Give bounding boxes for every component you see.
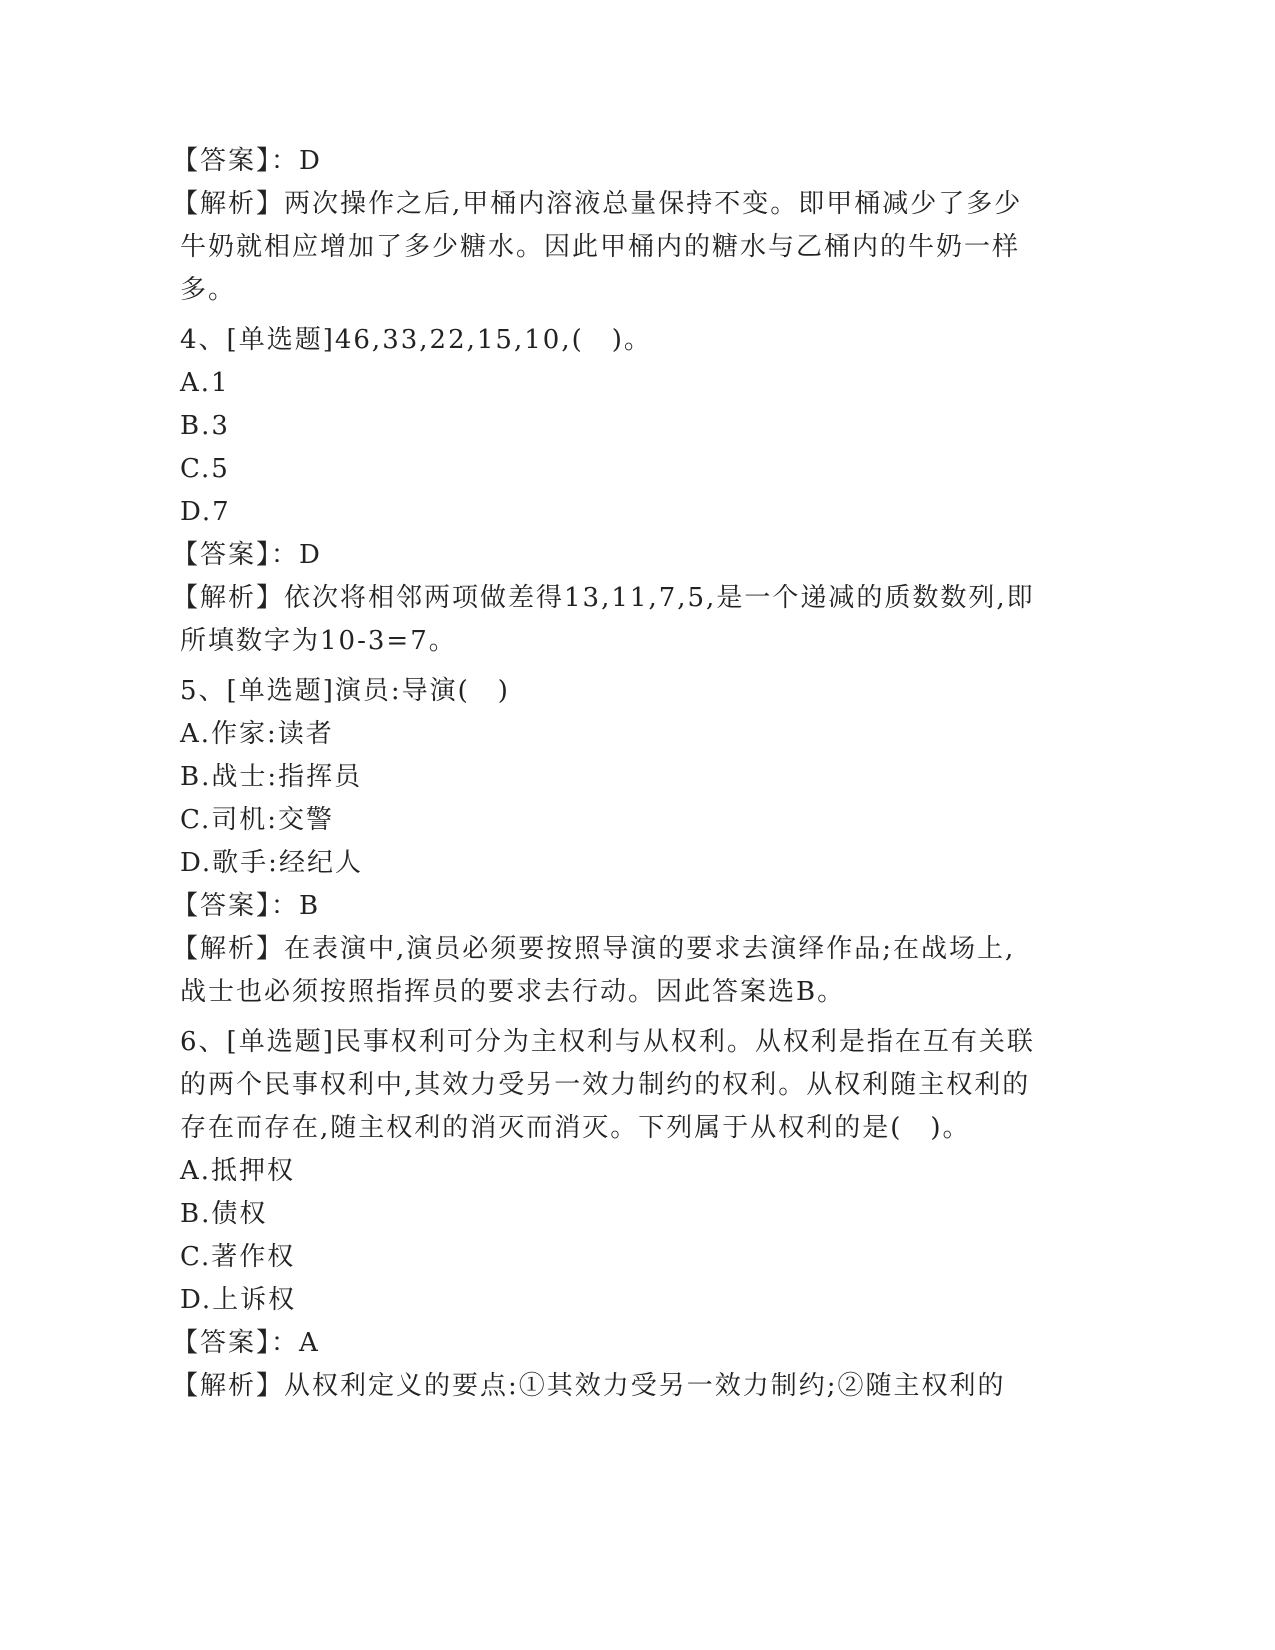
answer-value: D: [299, 146, 322, 176]
answer-label: 【答案】: [172, 146, 272, 176]
analysis-continuation: 多。: [180, 275, 237, 305]
analysis-line: [172, 928, 1060, 971]
analysis-label: 【解析】: [172, 189, 285, 219]
answer-value: A: [299, 1328, 320, 1358]
answer-line: [172, 1322, 1060, 1365]
document-page: [172, 140, 1060, 1408]
question-5: [172, 670, 1060, 1014]
question-type: [单选题]: [226, 325, 335, 355]
option-b: B.3: [180, 411, 230, 441]
question-stem: [180, 319, 1060, 362]
analysis-text: 从权利定义的要点:①其效力受另一效力制约;②随主权利的: [284, 1371, 1006, 1401]
analysis-label: 【解析】: [172, 583, 285, 613]
option-a: A.抵押权: [180, 1156, 296, 1186]
analysis-line: [172, 183, 1060, 226]
question-6: [172, 1021, 1060, 1408]
answer-label: 【答案】: [172, 1328, 272, 1358]
question-type: [单选题]: [226, 676, 335, 706]
question-4: [172, 319, 1060, 663]
analysis-text: 在表演中,演员必须要按照导演的要求去演绎作品;在战场上,: [284, 934, 1016, 964]
analysis-continuation: 牛奶就相应增加了多少糖水。因此甲桶内的糖水与乙桶内的牛奶一样: [180, 232, 1021, 262]
option-c: C.司机:交警: [180, 805, 334, 835]
question-3-tail: [172, 140, 1060, 312]
answer-label: 【答案】: [172, 891, 272, 921]
answer-line: [172, 534, 1060, 577]
question-text: 46,33,22,15,10,( )。: [334, 325, 652, 355]
analysis-continuation: 所填数字为10-3=7。: [180, 626, 457, 656]
question-number: 6、: [180, 1027, 227, 1057]
analysis-text: 依次将相邻两项做差得13,11,7,5,是一个递减的质数数列,即: [284, 583, 1035, 613]
question-text-continuation: 存在而存在,随主权利的消灭而消灭。下列属于从权利的是( )。: [180, 1113, 971, 1143]
question-number: 5、: [180, 676, 227, 706]
option-a: A.1: [180, 368, 230, 398]
question-text: 民事权利可分为主权利与从权利。从权利是指在互有关联: [334, 1027, 1035, 1057]
question-text-continuation: 的两个民事权利中,其效力受另一效力制约的权利。从权利随主权利的: [180, 1070, 1031, 1100]
analysis-label: 【解析】: [172, 1371, 285, 1401]
question-stem: [180, 1021, 1060, 1064]
option-b: B.战士:指挥员: [180, 762, 363, 792]
answer-label: 【答案】: [172, 540, 272, 570]
answer-separator: ：: [271, 146, 300, 176]
question-text: 演员:导演( ): [334, 676, 510, 706]
answer-separator: ：: [271, 1328, 300, 1358]
analysis-label: 【解析】: [172, 934, 285, 964]
option-d: D.上诉权: [180, 1285, 297, 1315]
answer-value: B: [299, 891, 321, 921]
question-type: [单选题]: [226, 1027, 335, 1057]
answer-separator: ：: [271, 540, 300, 570]
question-number: 4、: [180, 325, 227, 355]
answer-line: [172, 140, 1060, 183]
option-d: D.歌手:经纪人: [180, 848, 363, 878]
option-d: D.7: [180, 497, 231, 527]
answer-separator: ：: [271, 891, 300, 921]
answer-line: [172, 885, 1060, 928]
question-stem: [180, 670, 1060, 713]
analysis-continuation: 战士也必须按照指挥员的要求去行动。因此答案选B。: [180, 977, 846, 1007]
option-b: B.债权: [180, 1199, 268, 1229]
option-a: A.作家:读者: [180, 719, 334, 749]
analysis-line: [172, 1365, 1060, 1408]
analysis-line: [172, 577, 1060, 620]
option-c: C.5: [180, 454, 230, 484]
option-c: C.著作权: [180, 1242, 296, 1272]
answer-value: D: [299, 540, 322, 570]
analysis-text: 两次操作之后,甲桶内溶液总量保持不变。即甲桶减少了多少: [284, 189, 1023, 219]
